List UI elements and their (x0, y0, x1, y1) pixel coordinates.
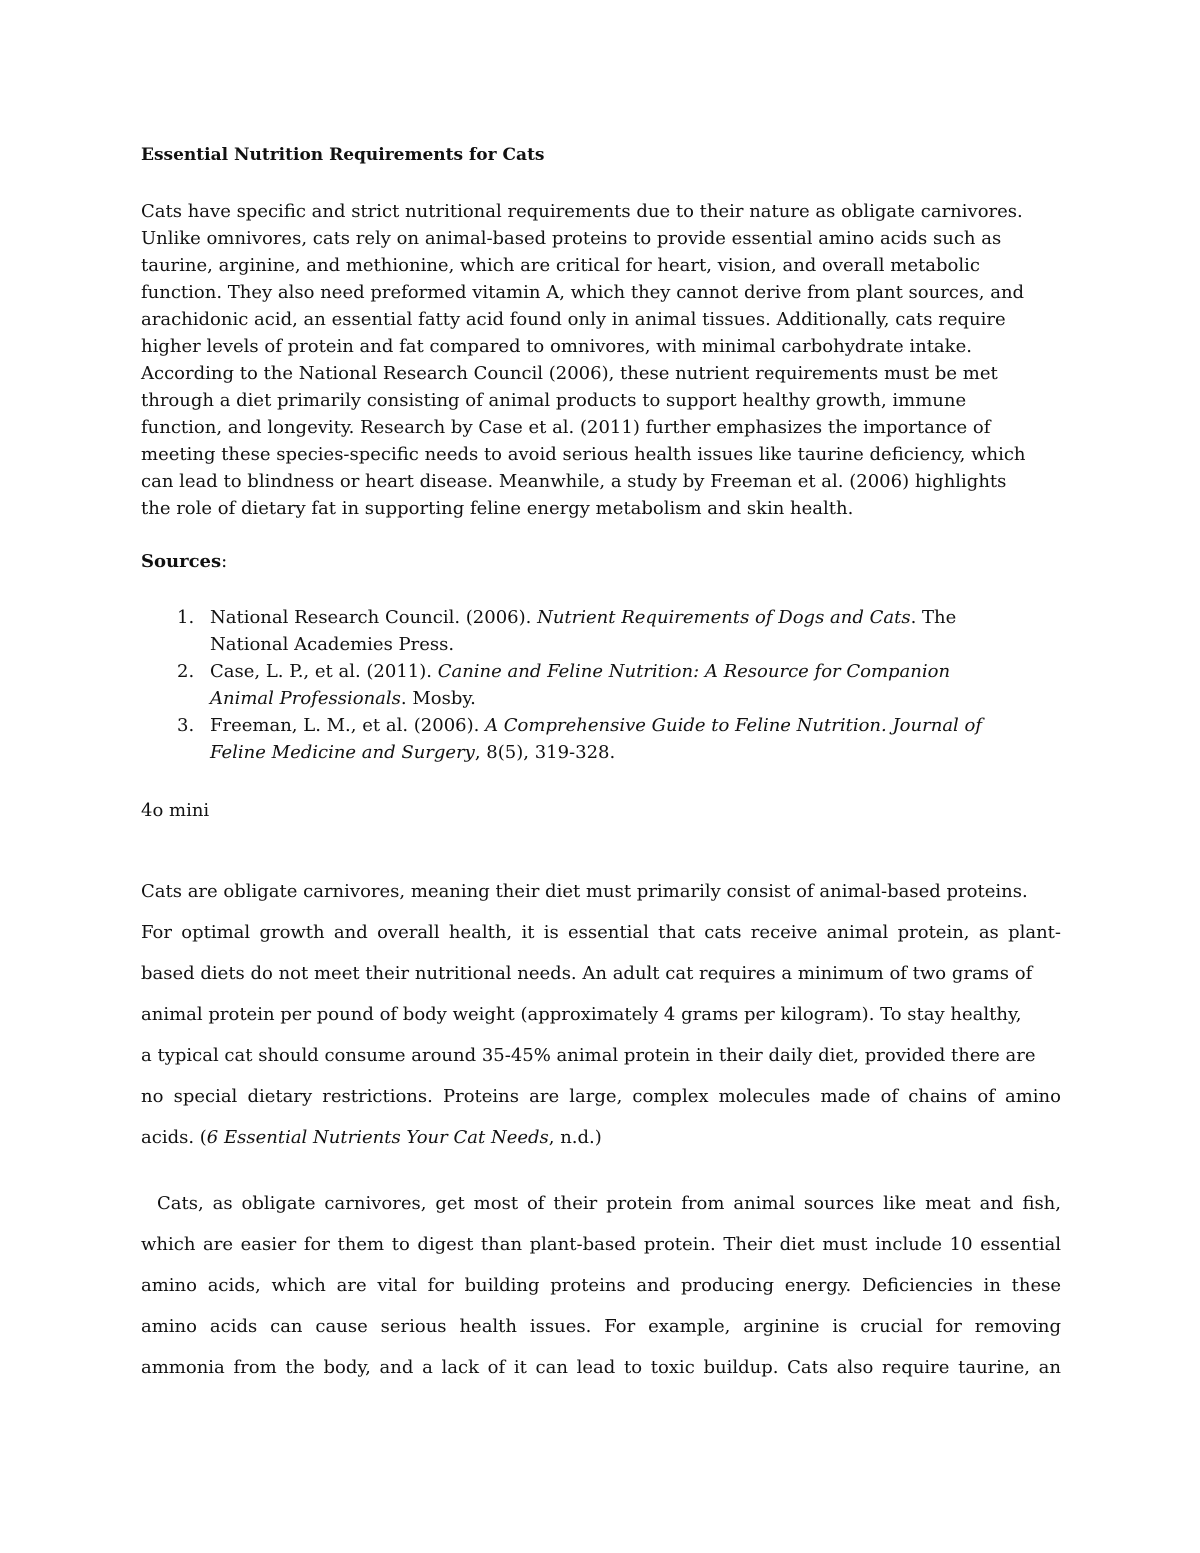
source-title: Nutrient Requirements of Dogs and Cats (537, 607, 911, 628)
paragraph-protein-needs (141, 871, 1061, 1158)
source-text: . The (910, 607, 957, 628)
text-line: amino acids, which are vital for building proteins and producing energy. Deficiencies in these (141, 1275, 1061, 1296)
text-line: function, and longevity. Research by Case et al. (2011) further emphasizes the importance of (141, 417, 991, 438)
source-item (141, 604, 1061, 658)
text-line: which are easier for them to digest than plant-based protein. Their diet must include 10 essential (141, 1234, 1061, 1255)
text-line: According to the National Research Council (2006), these nutrient requirements must be met (141, 363, 998, 384)
source-line (210, 658, 1061, 685)
text-line: Cats, as obligate carnivores, get most of their protein from animal sources like meat and fish, (157, 1193, 1061, 1214)
source-line (210, 712, 1061, 739)
source-text: National Research Council. (2006). (210, 607, 538, 628)
text-line: animal protein per pound of body weight (approximately 4 grams per kilogram). To stay healthy, (141, 1004, 1022, 1025)
source-number: 2. (177, 661, 195, 682)
source-line (210, 604, 1061, 631)
text-line: meeting these species-specific needs to avoid serious health issues like taurine deficiency, which (141, 444, 1026, 465)
document-page (141, 0, 1061, 1553)
text-line: Unlike omnivores, cats rely on animal-based proteins to provide essential amino acids such as (141, 228, 1002, 249)
text-line: arachidonic acid, an essential fatty acid found only in animal tissues. Additionally, cats require (141, 309, 1006, 330)
source-line (210, 685, 1061, 712)
text-line (141, 1117, 1061, 1158)
paragraph-nutrition-requirements (141, 198, 1061, 522)
source-title: Animal Professionals (210, 688, 401, 709)
source-line (210, 739, 1061, 766)
source-text: Freeman, L. M., et al. (2006). (210, 715, 486, 736)
text-line: through a diet primarily consisting of animal products to support healthy growth, immune (141, 390, 967, 411)
citation-title: 6 Essential Nutrients Your Cat Needs (206, 1127, 549, 1148)
text-line: Cats have specific and strict nutritional requirements due to their nature as obligate carnivores. (141, 201, 1023, 222)
text-line: For optimal growth and overall health, it is essential that cats receive animal protein, as plant- (141, 922, 1061, 943)
source-text: Case, L. P., et al. (2011). (210, 661, 438, 682)
text-line: based diets do not meet their nutritional needs. An adult cat requires a minimum of two grams of (141, 963, 1033, 984)
document-title: Essential Nutrition Requirements for Cats (141, 145, 545, 165)
sources-heading-label: Sources (141, 551, 222, 572)
text-line: taurine, arginine, and methionine, which are critical for heart, vision, and overall metabolic (141, 255, 980, 276)
source-title: Canine and Feline Nutrition: A Resource for Companion (437, 661, 951, 682)
source-number: 3. (177, 715, 195, 736)
paragraph-amino-acids (141, 1183, 1061, 1388)
sources-heading (141, 550, 227, 574)
source-text: , 8(5), 319-328. (474, 742, 616, 763)
source-title: Feline Medicine and Surgery (210, 742, 475, 763)
text-fragment: , n.d.) (548, 1127, 602, 1148)
source-item (141, 712, 1061, 766)
source-title: A Comprehensive Guide to Feline Nutrition. Journal of (485, 715, 983, 736)
sources-heading-colon: : (221, 551, 228, 572)
text-line: a typical cat should consume around 35-45% animal protein in their daily diet, provided there are (141, 1045, 1036, 1066)
model-label: 4o mini (141, 800, 210, 821)
text-line: can lead to blindness or heart disease. Meanwhile, a study by Freeman et al. (2006) highlights (141, 471, 1007, 492)
text-line: the role of dietary fat in supporting feline energy metabolism and skin health. (141, 498, 854, 519)
text-line: function. They also need preformed vitamin A, which they cannot derive from plant sources, and (141, 282, 1025, 303)
source-item (141, 658, 1061, 712)
text-line: higher levels of protein and fat compared to omnivores, with minimal carbohydrate intake. (141, 336, 972, 357)
text-fragment: acids. ( (141, 1127, 207, 1148)
text-line: no special dietary restrictions. Proteins are large, complex molecules made of chains of amino (141, 1086, 1061, 1107)
text-line: amino acids can cause serious health issues. For example, arginine is crucial for removing (141, 1316, 1061, 1337)
sources-list (141, 604, 1061, 766)
source-line: National Academies Press. (210, 634, 455, 655)
source-text: . Mosby. (400, 688, 476, 709)
text-line: Cats are obligate carnivores, meaning their diet must primarily consist of animal-based proteins. (141, 881, 1028, 902)
text-line: ammonia from the body, and a lack of it can lead to toxic buildup. Cats also require taurine, an (141, 1357, 1061, 1378)
source-number: 1. (177, 607, 195, 628)
